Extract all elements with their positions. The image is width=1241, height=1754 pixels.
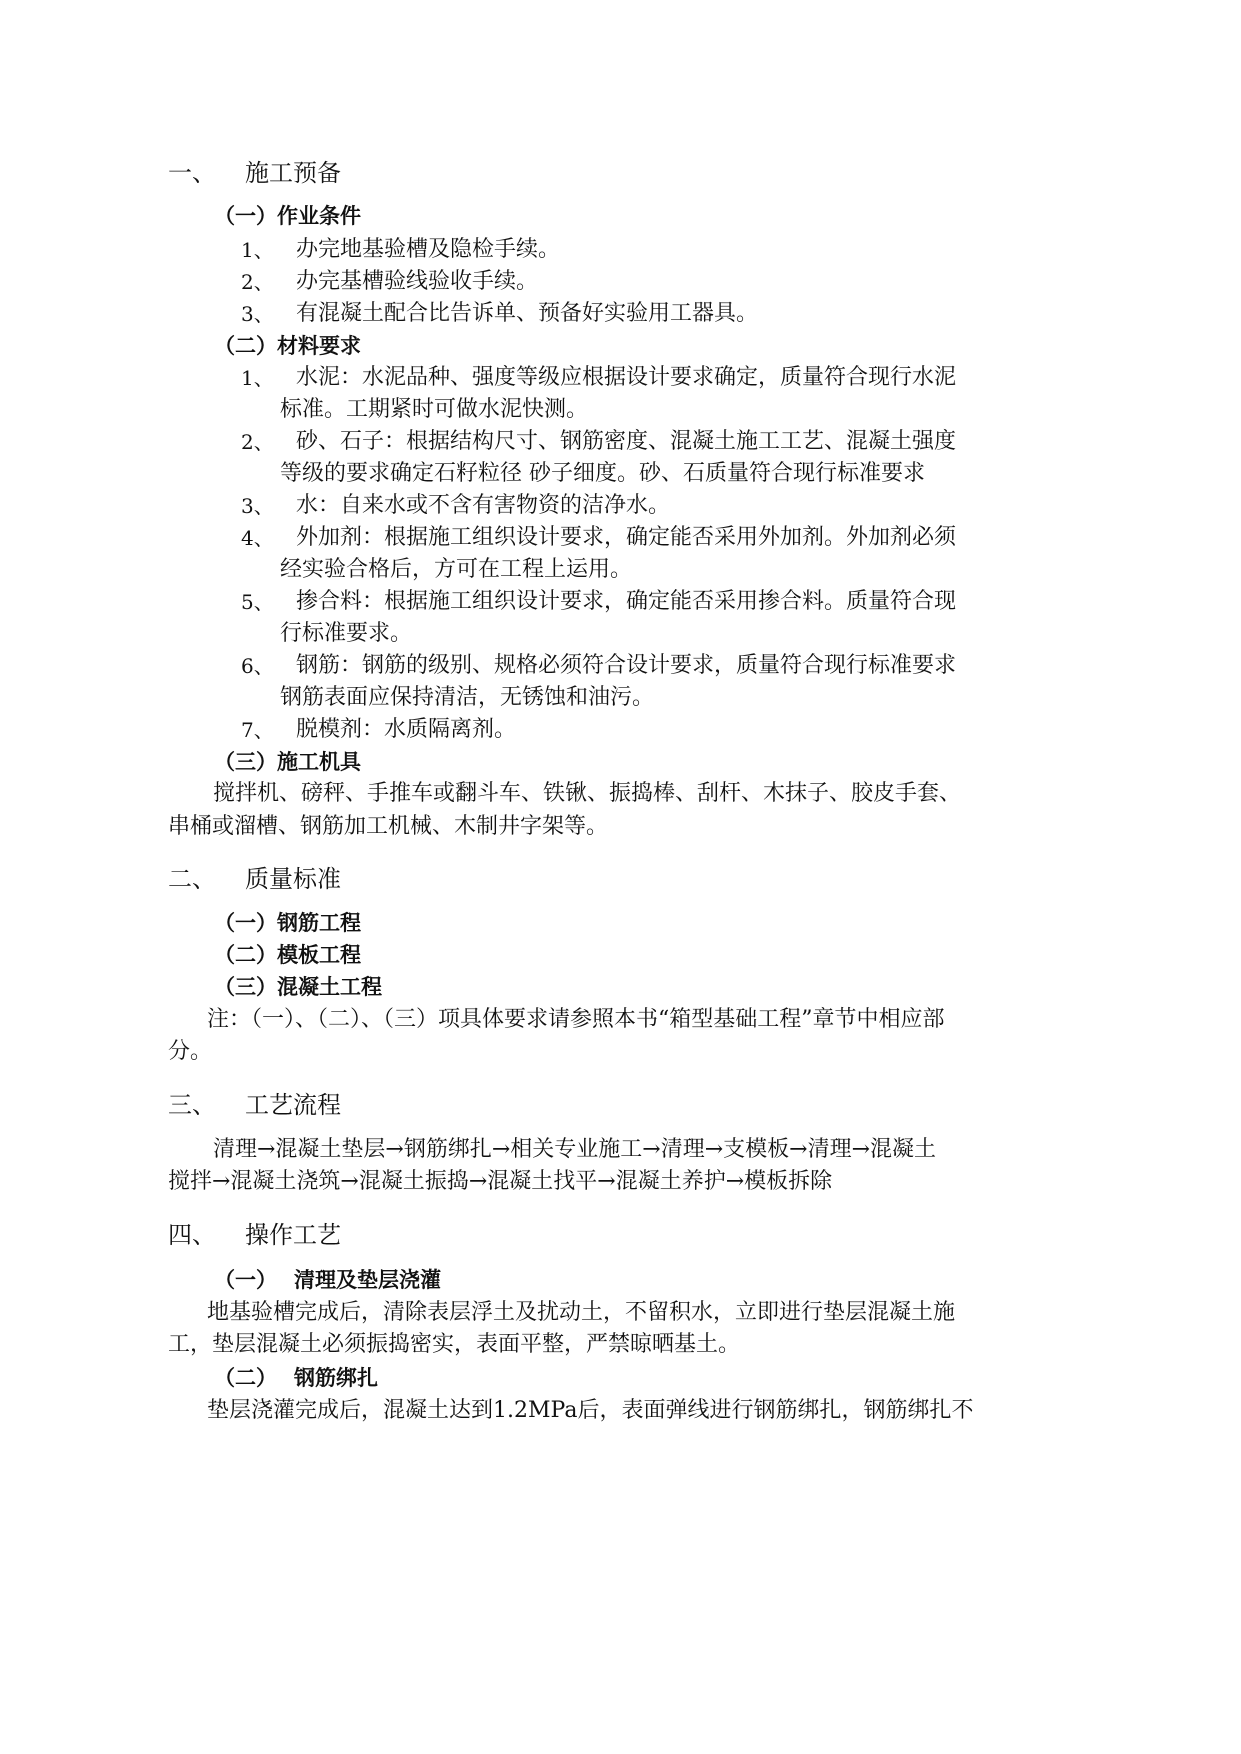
section-number: 三、	[168, 1091, 216, 1119]
list-number: 7、	[241, 718, 274, 742]
list-number: 4、	[241, 526, 274, 550]
list-number: 1、	[241, 366, 274, 390]
section-title: 施工预备	[245, 159, 341, 187]
list-number: 2、	[241, 430, 274, 454]
list-number: 1、	[241, 238, 274, 262]
list-text: 外加剂：根据施工组织设计要求，确定能否采用外加剂。外加剂必须	[296, 525, 957, 550]
subsection-heading: （三）施工机具	[214, 750, 361, 774]
process-flow-line: 搅拌→混凝土浇筑→混凝土振捣→混凝土找平→混凝土养护→模板拆除	[168, 1169, 833, 1194]
section-title: 质量标准	[245, 865, 341, 893]
note-line: 注：（一）、（二）、（三）项具体要求请参照本书“箱型基础工程”章节中相应部	[207, 1007, 945, 1032]
list-text: 办完基槽验线验收手续。	[296, 269, 539, 294]
list-text-continuation: 经实验合格后，方可在工程上运用。	[280, 557, 633, 582]
list-text: 水泥：水泥品种、强度等级应根据设计要求确定，质量符合现行水泥	[296, 365, 957, 390]
list-text-continuation: 行标准要求。	[280, 621, 413, 646]
process-flow-line: 清理→混凝土垫层→钢筋绑扎→相关专业施工→清理→支模板→清理→混凝土	[213, 1137, 937, 1162]
section-title: 工艺流程	[245, 1091, 341, 1119]
list-text-continuation: 等级的要求确定石籽粒径 砂子细度。砂、石质量符合现行标准要求	[280, 461, 925, 486]
list-text: 砂、石子：根据结构尺寸、钢筋密度、混凝土施工工艺、混凝土强度	[296, 429, 957, 454]
list-text-continuation: 标准。工期紧时可做水泥快测。	[280, 397, 589, 422]
list-text: 钢筋：钢筋的级别、规格必须符合设计要求，质量符合现行标准要求	[296, 653, 957, 678]
paragraph-line: 地基验槽完成后，清除表层浮土及扰动土，不留积水，立即进行垫层混凝土施	[207, 1300, 956, 1325]
list-number: 3、	[241, 302, 274, 326]
list-number: 5、	[241, 590, 274, 614]
subsection-heading: （一）钢筋工程	[214, 911, 361, 935]
paragraph-line: 垫层浇灌完成后，混凝土达到1.2MPa后，表面弹线进行钢筋绑扎，钢筋绑扎不	[207, 1398, 974, 1423]
list-text: 掺合料：根据施工组织设计要求，确定能否采用掺合料。质量符合现	[296, 589, 957, 614]
subsection-title: 钢筋绑扎	[294, 1366, 378, 1390]
section-title: 操作工艺	[245, 1221, 341, 1249]
list-number: 6、	[241, 654, 274, 678]
list-text-continuation: 钢筋表面应保持清洁，无锈蚀和油污。	[280, 685, 655, 710]
list-text: 有混凝土配合比告诉单、预备好实验用工器具。	[296, 301, 759, 326]
list-text: 脱模剂：水质隔离剂。	[296, 717, 517, 742]
section-number: 二、	[168, 865, 216, 893]
paragraph-line: 工，垫层混凝土必须振捣密实，表面平整，严禁晾晒基土。	[168, 1332, 741, 1357]
section-number: 四、	[168, 1221, 216, 1249]
section-number: 一、	[168, 159, 216, 187]
subsection-number: （二）	[214, 1366, 277, 1390]
paragraph-line: 搅拌机、磅秤、手推车或翻斗车、铁锹、振捣棒、刮杆、木抹子、胶皮手套、	[213, 781, 962, 806]
list-text: 办完地基验槽及隐检手续。	[296, 237, 561, 262]
list-number: 2、	[241, 270, 274, 294]
note-line: 分。	[168, 1039, 213, 1064]
paragraph-line: 串桶或溜槽、钢筋加工机械、木制井字架等。	[168, 814, 609, 839]
subsection-heading: （二）材料要求	[214, 334, 361, 358]
subsection-number: （一）	[214, 1268, 277, 1292]
subsection-heading: （三）混凝土工程	[214, 975, 382, 999]
subsection-heading: （二）模板工程	[214, 943, 361, 967]
subsection-heading: （一）作业条件	[214, 204, 361, 228]
list-text: 水：自来水或不含有害物资的洁净水。	[296, 493, 671, 518]
subsection-title: 清理及垫层浇灌	[294, 1268, 441, 1292]
list-number: 3、	[241, 494, 274, 518]
